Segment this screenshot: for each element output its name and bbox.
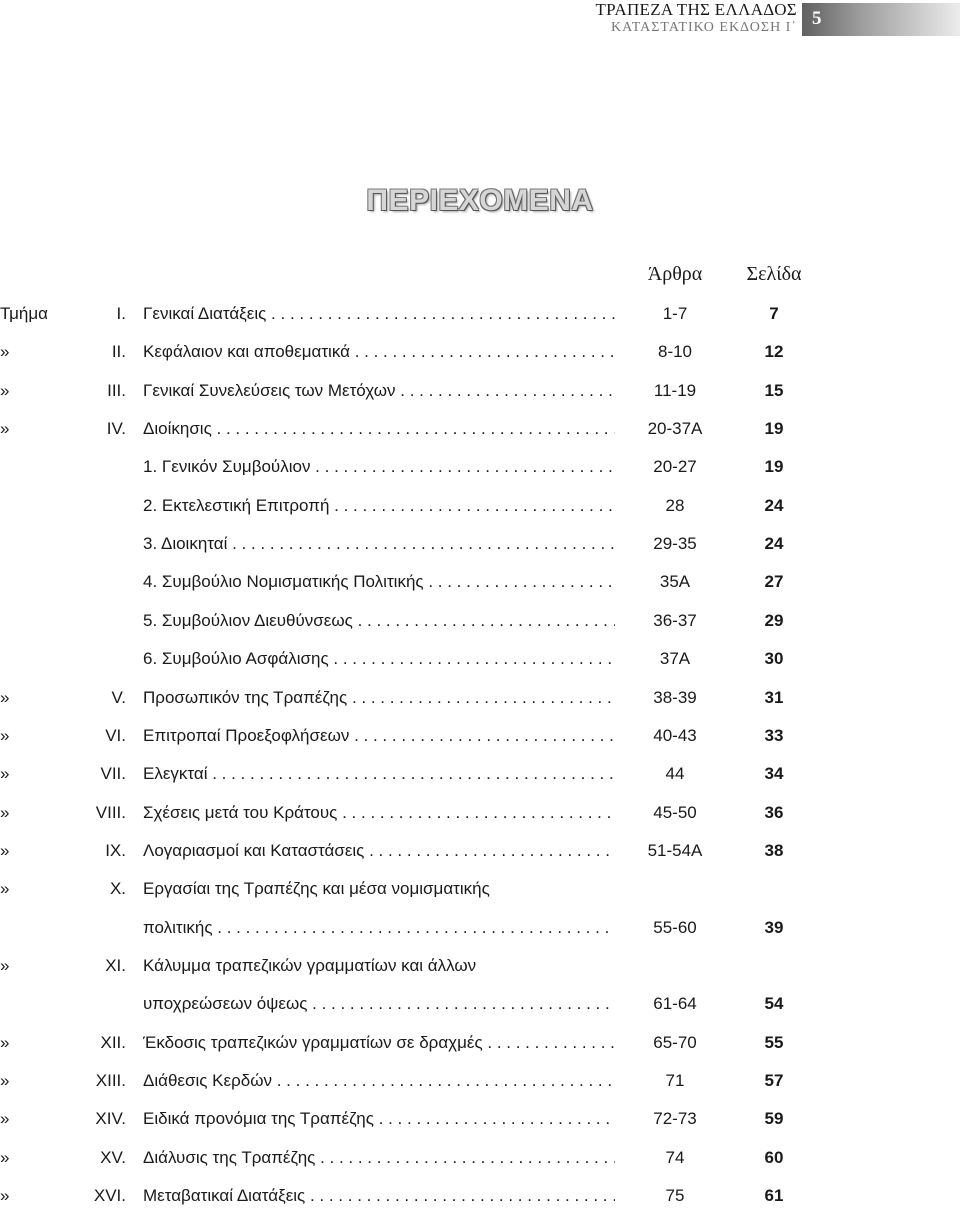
toc-row-label: » xyxy=(0,688,10,707)
toc-row-page: 54 xyxy=(764,994,784,1013)
toc-row xyxy=(0,763,960,793)
toc-row-title: 1. Γενικόν Συμβούλιον . . . xyxy=(143,456,615,478)
running-header-title: ΤΡΑΠΕΖΑ ΤΗΣ ΕΛΛΑΔΟΣ xyxy=(595,0,797,19)
toc-row-page: 29 xyxy=(764,611,784,630)
toc-row xyxy=(0,1147,960,1177)
toc-row xyxy=(0,571,960,601)
toc-row xyxy=(0,725,960,755)
toc-row xyxy=(0,1032,960,1062)
toc-row xyxy=(0,456,960,486)
toc-row-title: Εργασίαι της Τραπέζης και μέσα νομισματικής xyxy=(143,879,490,898)
toc-row-page: 33 xyxy=(764,726,784,745)
toc-row-number: II. xyxy=(111,342,126,361)
toc-row-title: Γενικαί Διατάξεις . . . xyxy=(143,303,615,325)
toc-row-label: » xyxy=(0,803,10,822)
toc-row-articles: 38-39 xyxy=(653,688,697,707)
toc-row-title: Διάλυσις της Τραπέζης . . . xyxy=(143,1147,615,1169)
toc-row-title: 2. Εκτελεστική Επιτροπή . . . xyxy=(143,495,615,517)
toc-row-label: » xyxy=(0,1148,10,1167)
toc-row-label: » xyxy=(0,419,10,438)
toc-row-title: Κάλυμμα τραπεζικών γραμματίων και άλλων xyxy=(143,956,477,975)
toc-row-page: 31 xyxy=(764,688,784,707)
toc-row-page: 61 xyxy=(764,1186,784,1205)
toc-row-label: Τμήμα xyxy=(0,304,49,323)
toc-row-label: » xyxy=(0,764,10,783)
toc-row-number: XV. xyxy=(100,1148,126,1167)
toc-row-articles: 61-64 xyxy=(653,994,697,1013)
toc-row xyxy=(0,1185,960,1215)
toc-row-title: Κεφάλαιον και αποθεματικά . . . xyxy=(143,341,615,363)
toc-row-label: » xyxy=(0,1033,10,1052)
toc-row-title: Διάθεσις Κερδών . . . xyxy=(143,1070,615,1092)
toc-row-articles: 20-37Α xyxy=(647,419,703,438)
toc-row-title: πολιτικής . . . xyxy=(143,917,615,939)
toc-row-title: Ειδικά προνόμια της Τραπέζης . . . xyxy=(143,1108,615,1130)
toc-row-articles: 55-60 xyxy=(653,918,697,937)
toc-row-page: 7 xyxy=(769,304,779,323)
toc-row-number: XIV. xyxy=(95,1109,126,1128)
toc-row-number: III. xyxy=(107,381,126,400)
toc-row-number: XII. xyxy=(100,1033,126,1052)
toc-row-articles: 74 xyxy=(665,1148,685,1167)
toc-row-articles: 36-37 xyxy=(653,611,697,630)
toc-row-page: 24 xyxy=(764,496,784,515)
toc-row-title: Λογαριασμοί και Καταστάσεις . . . xyxy=(143,840,615,862)
toc-row-label: » xyxy=(0,1109,10,1128)
toc-row-number: IX. xyxy=(105,841,126,860)
toc-row-title: Σχέσεις μετά του Κράτους . . . xyxy=(143,802,615,824)
toc-row-title: 6. Συμβούλιο Ασφάλισης . . . xyxy=(143,648,615,670)
toc-row-articles: 29-35 xyxy=(653,534,697,553)
toc-row-title: Επιτροπαί Προεξοφλήσεων . . . xyxy=(143,725,615,747)
toc-row-title: Προσωπικόν της Τραπέζης . . . xyxy=(143,687,615,709)
toc-row-number: V. xyxy=(111,688,126,707)
toc-row-page: 34 xyxy=(764,764,784,783)
toc-row xyxy=(0,840,960,870)
toc-row-number: XVI. xyxy=(93,1186,126,1205)
toc-row-title: 5. Συμβούλιον Διευθύνσεως . . . xyxy=(143,610,615,632)
toc-row xyxy=(0,303,960,333)
toc-row-page: 36 xyxy=(764,803,784,822)
toc-row-page: 55 xyxy=(764,1033,784,1052)
toc-row-label: » xyxy=(0,841,10,860)
page-title: ΠΕΡΙΕΧΟΜΕΝΑ xyxy=(366,184,594,217)
toc-row xyxy=(0,648,960,678)
toc-row xyxy=(0,1108,960,1138)
toc-row-articles: 40-43 xyxy=(653,726,697,745)
toc-row-title: Ελεγκταί . . . xyxy=(143,763,615,785)
toc-row-page: 59 xyxy=(764,1109,784,1128)
toc-row xyxy=(0,802,960,832)
toc-row-label: » xyxy=(0,956,10,975)
toc-row-articles: 51-54Α xyxy=(647,841,703,860)
toc-row-label: » xyxy=(0,342,10,361)
toc-row-page: 19 xyxy=(764,419,784,438)
toc-row-number: VII. xyxy=(100,764,126,783)
toc-row xyxy=(0,610,960,640)
toc-row-title: 4. Συμβούλιο Νομισματικής Πολιτικής . . . xyxy=(143,571,615,593)
toc-row-articles: 71 xyxy=(665,1071,685,1090)
toc-row xyxy=(0,380,960,410)
toc-row-articles: 11-19 xyxy=(653,381,697,400)
toc-row-articles: 44 xyxy=(665,764,685,783)
toc-row xyxy=(0,418,960,448)
toc-row-number: IV. xyxy=(106,419,126,438)
toc-row xyxy=(0,917,960,947)
toc-row-page: 38 xyxy=(764,841,784,860)
toc-row-page: 57 xyxy=(764,1071,784,1090)
toc-row-title: Διοίκησις . . . xyxy=(143,418,615,440)
toc-row-articles: 28 xyxy=(665,496,685,515)
toc-row-articles: 72-73 xyxy=(653,1109,697,1128)
toc-row-articles: 35Α xyxy=(659,572,691,591)
running-header-subtitle: ΚΑΤΑΣΤΑΤΙΚΟ ΕΚΔΟΣΗ Ι΄ xyxy=(611,20,797,35)
toc-row xyxy=(0,878,960,908)
toc-row-articles: 37Α xyxy=(659,649,691,668)
toc-row-articles: 8-10 xyxy=(657,342,693,361)
toc-row-page: 12 xyxy=(764,342,784,361)
toc-row xyxy=(0,495,960,525)
toc-row-title: 3. Διοικηταί . . . xyxy=(143,533,615,555)
toc-row-page: 30 xyxy=(764,649,784,668)
toc-row-number: VI. xyxy=(105,726,126,745)
page-number: 5 xyxy=(812,8,822,29)
toc-row-page: 27 xyxy=(764,572,784,591)
column-header-page: Σελίδα xyxy=(746,263,802,285)
toc-row-number: XI. xyxy=(105,956,126,975)
toc-row-label: » xyxy=(0,726,10,745)
toc-row-number: X. xyxy=(109,879,126,898)
toc-row-label: » xyxy=(0,1071,10,1090)
toc-row xyxy=(0,993,960,1023)
toc-row-articles: 75 xyxy=(665,1186,685,1205)
toc-row xyxy=(0,533,960,563)
toc-row-label: » xyxy=(0,1186,10,1205)
toc-row-label: » xyxy=(0,879,10,898)
toc-row-page: 24 xyxy=(764,534,784,553)
toc-row xyxy=(0,341,960,371)
toc-row-articles: 1-7 xyxy=(662,304,688,323)
toc-row-label: » xyxy=(0,381,10,400)
toc-row-page: 19 xyxy=(764,457,784,476)
toc-row-page: 60 xyxy=(764,1148,784,1167)
toc-row-page: 39 xyxy=(764,918,784,937)
toc-row-title: Γενικαί Συνελεύσεις των Μετόχων . . . xyxy=(143,380,615,402)
toc-row-title: υποχρεώσεων όψεως . . . xyxy=(143,993,615,1015)
toc-row-articles: 65-70 xyxy=(653,1033,697,1052)
toc-row xyxy=(0,1070,960,1100)
toc-row-number: XIII. xyxy=(95,1071,126,1090)
toc-row-number: VIII. xyxy=(95,803,126,822)
toc-row xyxy=(0,687,960,717)
column-header-articles: Άρθρα xyxy=(647,263,703,285)
toc-row-title: Μεταβατικαί Διατάξεις . . . xyxy=(143,1185,615,1207)
toc-row-page: 15 xyxy=(764,381,784,400)
toc-row-articles: 45-50 xyxy=(653,803,697,822)
page-number-bar xyxy=(802,3,960,36)
toc-row-number: I. xyxy=(116,304,126,323)
toc-row-articles: 20-27 xyxy=(653,457,697,476)
toc-row xyxy=(0,955,960,985)
toc-row-title: Έκδοσις τραπεζικών γραμματίων σε δραχμές . . . xyxy=(143,1032,615,1054)
